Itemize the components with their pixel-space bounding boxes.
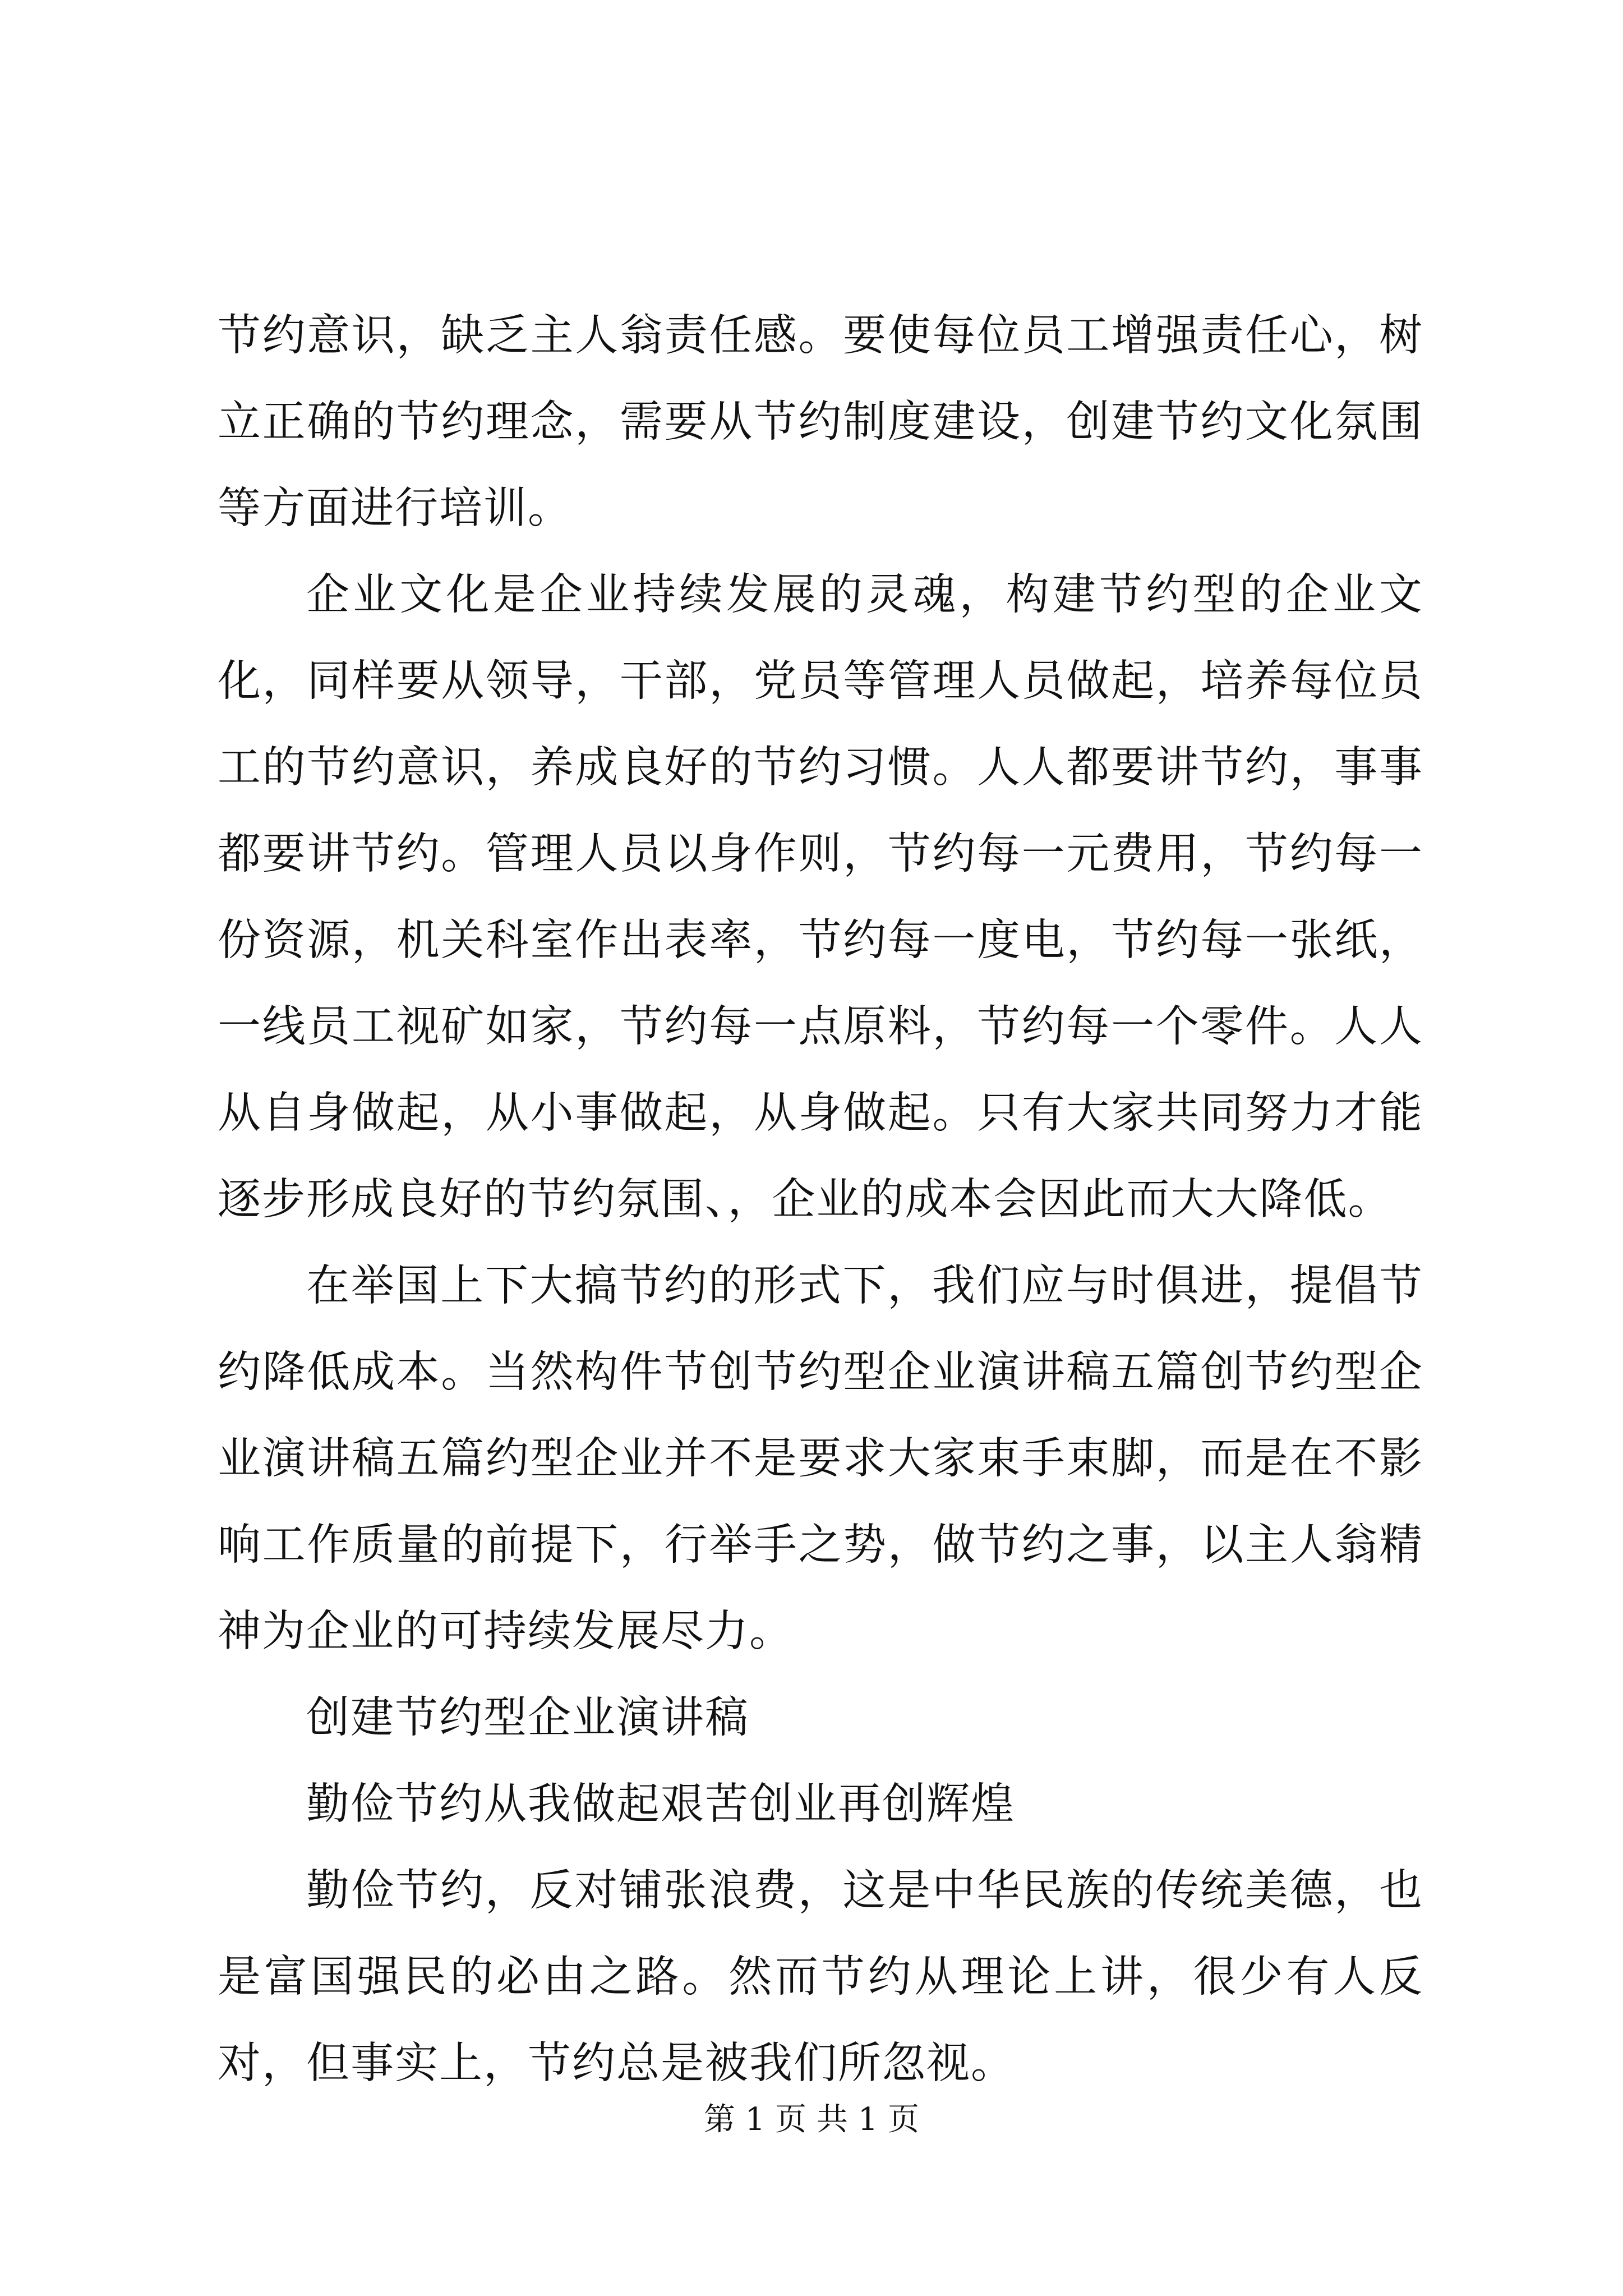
paragraph-continued: 节约意识，缺乏主人翁责任感。要使每位员工增强责任心，树立正确的节约理念，需要从节约制度建设，创建节约文化氛围等方面进行培训。 (218, 311, 1423, 533)
paragraph-thrift: 勤俭节约，反对铺张浪费，这是中华民族的传统美德，也是富国强民的必由之路。然而节约从理论上讲，很少有人反对，但事实上，节约总是被我们所忽视。 (218, 1866, 1423, 2088)
section-subtitle: 勤俭节约从我做起艰苦创业再创辉煌 (306, 1779, 1015, 1829)
paragraph-corporate-culture: 企业文化是企业持续发展的灵魂，构建节约型的企业文化，同样要从领导，干部，党员等管理人员做起，培养每位员工的节约意识，养成良好的节约习惯。人人都要讲节约，事事都要讲节约。管理人员以身作则，节约每一元费用，节约每一份资源，机关科室作出表率，节约每一度电，节约每一张纸，一线员工视矿如家，节约每一点原料，节约每一个零件。人人从自身做起，从小事做起，从身做起。只有大家共同努力才能逐步形成良好的节约氛围、，企业的成本会因此而大大降低。 (218, 570, 1423, 1225)
paragraph-cost-reduction: 在举国上下大搞节约的形式下，我们应与时俱进，提倡节约降低成本。当然构件节创节约型企业演讲稿五篇创节约型企业演讲稿五篇约型企业并不是要求大家束手束脚，而是在不影响工作质量的前提下，行举手之势，做节约之事，以主人翁精神为企业的可持续发展尽力。 (218, 1261, 1423, 1657)
document-body (218, 293, 1423, 2107)
page-number-footer: 第 1 页 共 1 页 (703, 2101, 920, 2138)
section-title: 创建节约型企业演讲稿 (306, 1693, 749, 1743)
